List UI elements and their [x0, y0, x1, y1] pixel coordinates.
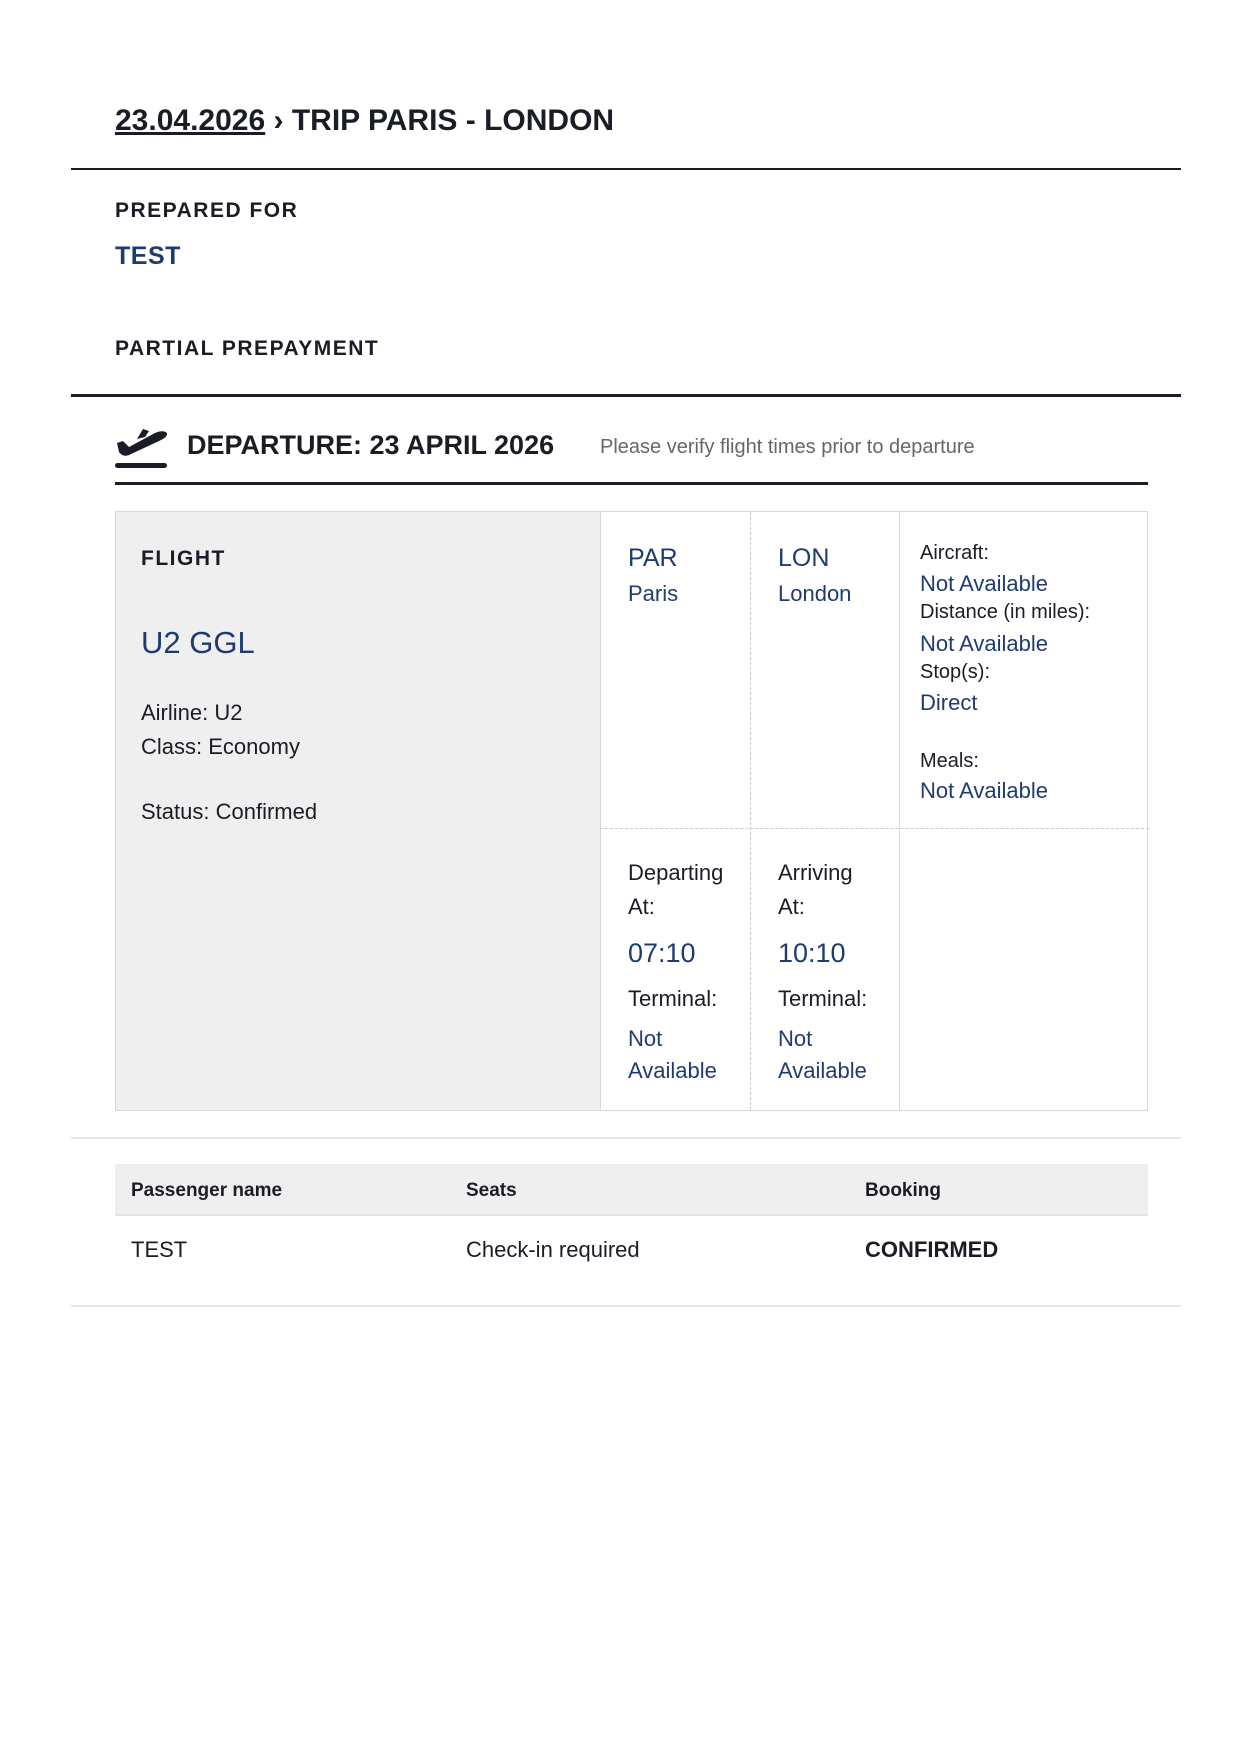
divider	[71, 1137, 1181, 1139]
terminal-label: Terminal:	[778, 986, 868, 1011]
terminal-value: Not	[778, 1026, 813, 1051]
payment-label: PARTIAL PREPAYMENT	[115, 337, 380, 360]
prepared-for-name: TEST	[115, 242, 181, 270]
status: Status: Confirmed	[141, 799, 318, 824]
divider	[115, 482, 1148, 485]
meals-value: Not Available	[920, 778, 1049, 803]
terminal-label: Terminal:	[628, 986, 718, 1011]
terminal-value: Available	[628, 1058, 717, 1083]
seat-status: Check-in required	[466, 1237, 640, 1262]
destination-city: London	[778, 581, 852, 606]
origin-city: Paris	[628, 581, 679, 606]
divider	[71, 1305, 1181, 1307]
distance-label: Distance (in miles):	[920, 601, 1091, 623]
distance-value: Not Available	[920, 631, 1049, 656]
arrival-time: 10:10	[778, 938, 846, 968]
prepared-for-label: PREPARED FOR	[115, 199, 299, 222]
date-link[interactable]: 23.04.2026	[115, 104, 266, 137]
divider	[71, 394, 1181, 397]
destination-code: LON	[778, 544, 830, 572]
departure-title: DEPARTURE: 23 APRIL 2026	[187, 430, 555, 460]
stops-value: Direct	[920, 690, 978, 715]
aircraft-label: Aircraft:	[920, 542, 989, 564]
departure-time: 07:10	[628, 938, 696, 968]
flight-label: FLIGHT	[141, 547, 226, 570]
origin-code: PAR	[628, 544, 678, 572]
booking-status: CONFIRMED	[865, 1237, 999, 1262]
plane-departure-icon	[115, 425, 169, 469]
breadcrumb-separator: ›	[273, 104, 284, 137]
column-header-passenger: Passenger name	[131, 1180, 283, 1201]
trip-title: TRIP PARIS - LONDON	[291, 104, 615, 137]
column-header-seats: Seats	[466, 1180, 517, 1201]
aircraft-value: Not Available	[920, 571, 1049, 596]
stops-label: Stop(s):	[920, 661, 991, 683]
column-header-booking: Booking	[865, 1180, 941, 1201]
departing-label: Departing	[628, 860, 724, 885]
departing-label: At:	[628, 894, 655, 919]
arriving-label: At:	[778, 894, 805, 919]
page-title	[115, 104, 614, 138]
class: Class: Economy	[141, 734, 300, 759]
passenger-name: TEST	[131, 1237, 188, 1262]
arriving-label: Arriving	[778, 860, 853, 885]
flight-number: U2 GGL	[141, 625, 255, 660]
divider	[71, 168, 1181, 170]
terminal-value: Not	[628, 1026, 663, 1051]
departure-note: Please verify flight times prior to departure	[600, 436, 975, 458]
meals-label: Meals:	[920, 750, 979, 772]
terminal-value: Available	[778, 1058, 867, 1083]
airline: Airline: U2	[141, 700, 243, 725]
